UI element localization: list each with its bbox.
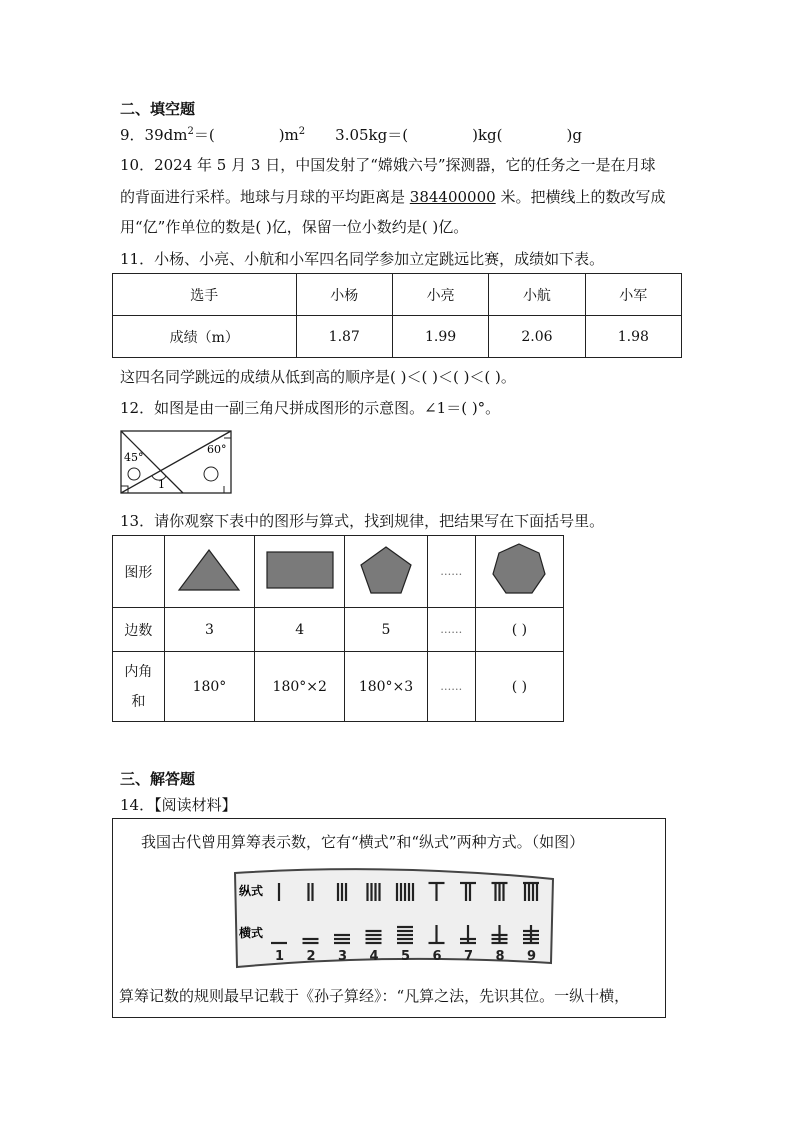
material-line2: 算筹记数的规则最早记载于《孙子算经》：“凡算之法，先识其位。一纵十横， — [119, 987, 630, 1005]
table-cell: 3 — [164, 608, 254, 652]
rod-digit-label: 4 — [369, 949, 379, 964]
rod-digit-label: 8 — [495, 949, 505, 964]
q11-score-table — [112, 273, 682, 358]
table-row — [113, 536, 564, 608]
q14-text: 14．【阅读材料】 — [120, 796, 237, 814]
q9-part4: 3.05kg＝( — [335, 126, 409, 144]
angle-1-label: 1 — [158, 478, 165, 491]
table-cell: 180°×2 — [255, 652, 345, 722]
q10-underlined-number: 384400000 — [409, 188, 496, 206]
table-cell: …… — [427, 608, 475, 652]
section-heading-answer: 三、解答题 — [120, 770, 196, 788]
section-heading-fill-in: 二、填空题 — [120, 100, 196, 118]
material-line1: 我国古代曾用算筹表示数，它有“横式”和“纵式”两种方式。（如图） — [141, 833, 585, 851]
rod-digit-label: 3 — [338, 949, 348, 964]
table-cell: 1.98 — [585, 316, 681, 358]
counting-rods-figure — [231, 865, 557, 971]
q10-line2c: 米。把横线上的数改写成 — [495, 188, 666, 206]
heptagon-icon — [489, 541, 549, 599]
table-header-cell: 选手 — [113, 274, 297, 316]
angle-45-label: 45° — [124, 451, 144, 464]
q13-text: 13．请你观察下表中的图形与算式，找到规律，把结果写在下面括号里。 — [120, 512, 605, 530]
ellipsis-cell: …… — [427, 536, 475, 608]
vertical-label: 纵式 — [239, 884, 264, 898]
heptagon-shape-cell — [475, 536, 563, 608]
triangle-shape-cell — [164, 536, 254, 608]
table-cell: 5 — [345, 608, 427, 652]
q12-text: 12．如图是由一副三角尺拼成图形的示意图。∠1＝( )°。 — [120, 399, 501, 417]
q9-part5: )kg( — [472, 126, 503, 144]
table-header-cell: 小军 — [585, 274, 681, 316]
q9-part2: ＝( — [193, 126, 215, 144]
table-cell: 180° — [164, 652, 254, 722]
q11-answer-line: 这四名同学跳远的成绩从低到高的顺序是( )＜( )＜( )＜( )。 — [120, 368, 516, 386]
q10-line1: 10．2024 年 5 月 3 日，中国发射了“嫦娥六号”探测器，它的任务之一是在月球 — [120, 156, 656, 174]
q13-pattern-table — [112, 535, 564, 722]
reading-material-box — [112, 818, 666, 1018]
horizontal-label: 横式 — [239, 926, 264, 940]
rectangle-icon — [265, 548, 335, 592]
table-row-label — [113, 652, 165, 722]
q9-sup2: 2 — [298, 126, 306, 137]
rod-digit-label: 5 — [401, 949, 411, 964]
table-row — [113, 316, 682, 358]
table-cell: 2.06 — [489, 316, 585, 358]
q9-sup1: 2 — [187, 126, 194, 137]
q11-text: 11．小杨、小亮、小航和小军四名同学参加立定跳远比赛，成绩如下表。 — [120, 250, 605, 268]
table-header-cell: 小亮 — [392, 274, 488, 316]
rectangle-shape-cell — [255, 536, 345, 608]
angle-60-label: 60° — [207, 443, 227, 456]
rod-digit-label: 1 — [275, 949, 285, 964]
table-row — [113, 652, 564, 722]
q10-line3: 用“亿”作单位的数是( )亿，保留一位小数约是( )亿。 — [120, 218, 469, 236]
triangle-rulers-figure — [118, 428, 234, 496]
table-cell: 180°×3 — [345, 652, 427, 722]
triangle-icon — [177, 546, 241, 594]
pentagon-icon — [358, 544, 414, 596]
label-part: 和 — [131, 693, 146, 710]
table-header-cell: 小航 — [489, 274, 585, 316]
pentagon-shape-cell — [345, 536, 427, 608]
label-part: 内角 — [124, 663, 153, 680]
q9-part3: )m — [278, 126, 299, 144]
rod-digit-label: 6 — [432, 949, 442, 964]
rod-digit-label: 9 — [527, 949, 537, 964]
table-cell: 1.87 — [296, 316, 392, 358]
table-row — [113, 274, 682, 316]
table-row — [113, 608, 564, 652]
q9-part6: )g — [566, 126, 582, 144]
q9-number: 9． — [120, 126, 145, 144]
table-header-cell: 小杨 — [296, 274, 392, 316]
q9-part1: 39dm — [144, 126, 188, 144]
table-row-label: 边数 — [113, 608, 165, 652]
question-9 — [120, 124, 582, 145]
table-cell: …… — [427, 652, 475, 722]
table-row-label: 图形 — [113, 536, 165, 608]
rod-digit-label: 7 — [464, 949, 474, 964]
table-cell: ( ) — [475, 608, 563, 652]
table-cell: 4 — [255, 608, 345, 652]
rod-digit-label: 2 — [306, 949, 316, 964]
q10-line2 — [120, 186, 665, 207]
table-cell: ( ) — [475, 652, 563, 722]
q10-line2a: 的背面进行采样。地球与月球的平均距离是 — [120, 188, 410, 206]
table-cell: 成绩（m） — [113, 316, 297, 358]
table-cell: 1.99 — [392, 316, 488, 358]
